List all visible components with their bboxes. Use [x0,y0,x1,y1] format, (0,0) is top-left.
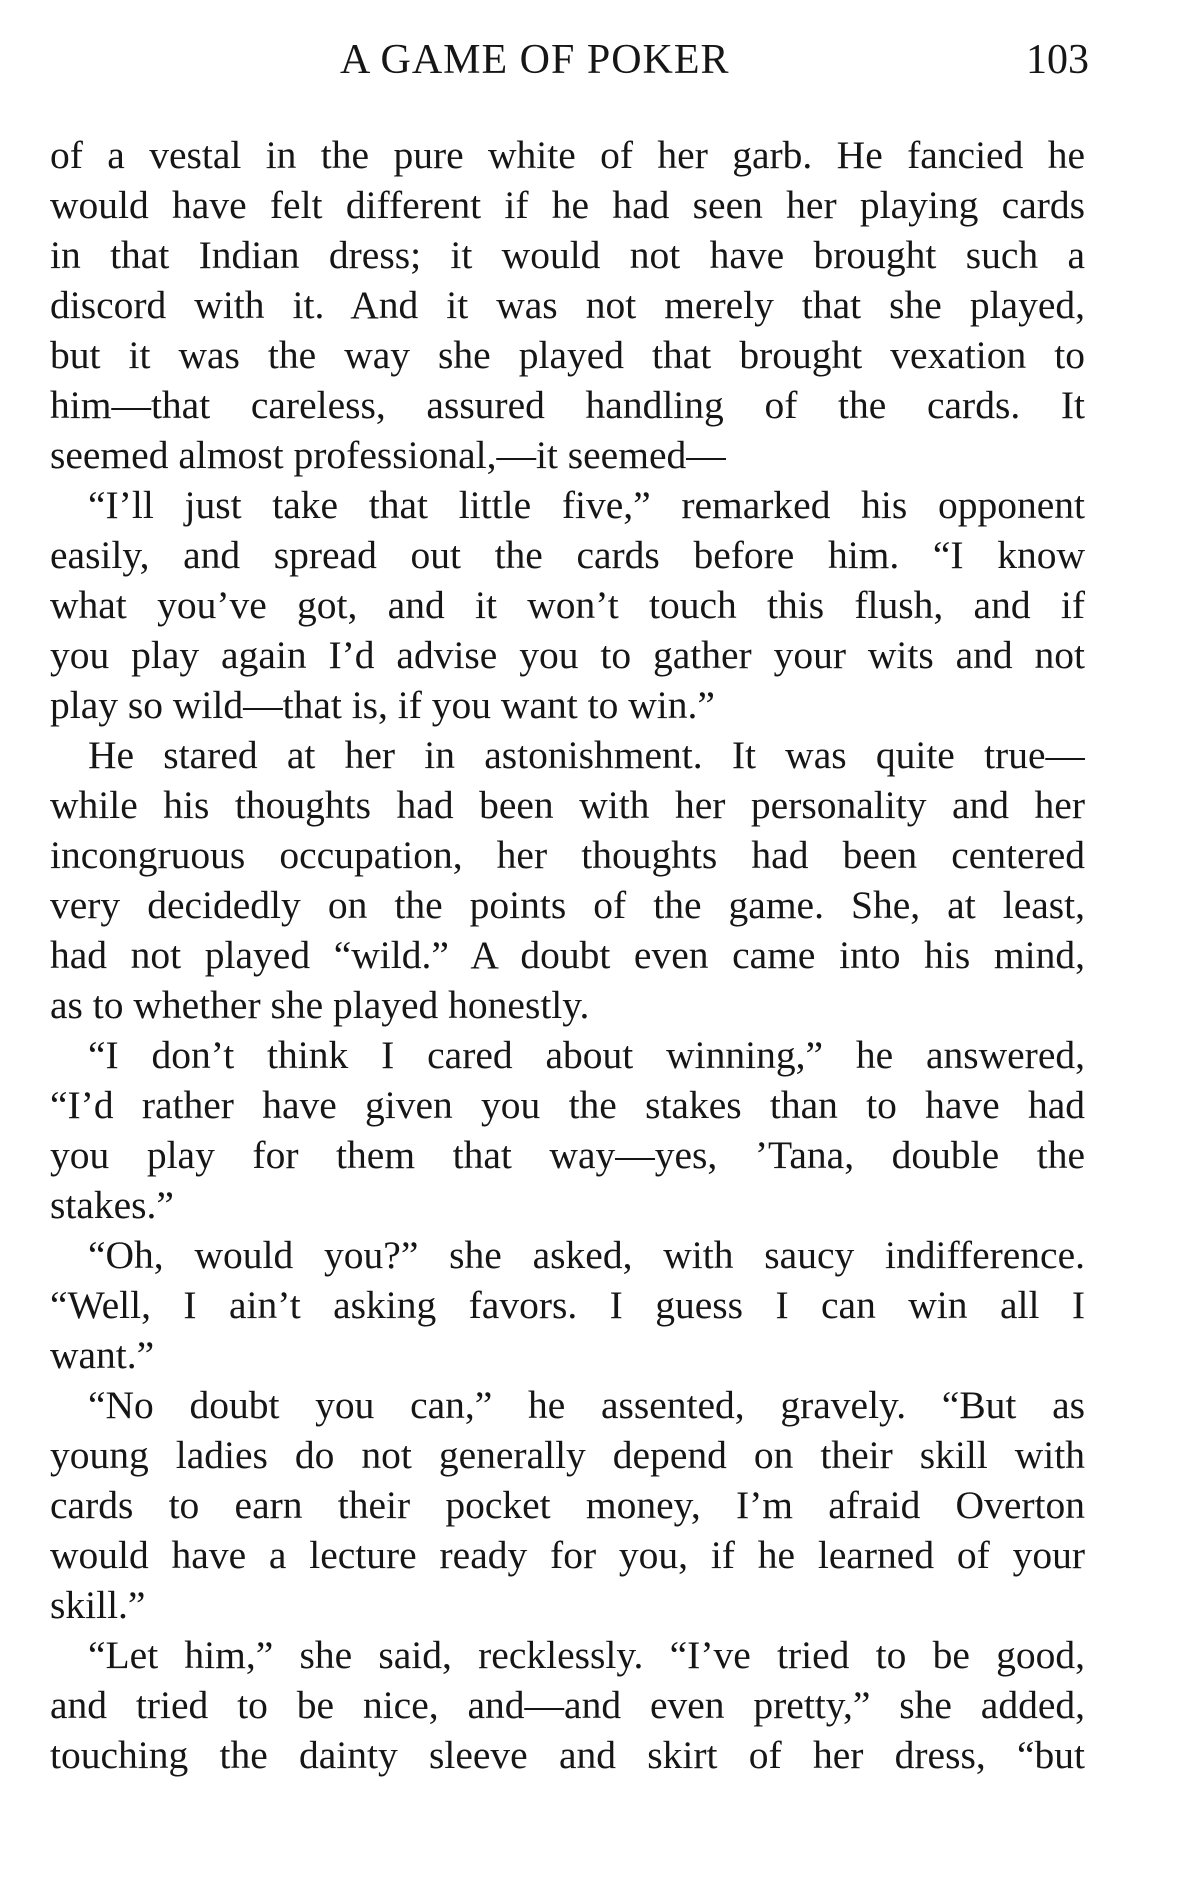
running-title: A GAME OF POKER [340,37,730,83]
text-line: seemed almost professional,—it seemed— [50,433,726,477]
paragraph-first-line: “I’ll just take that little five,” remarked his opponent [88,483,1085,527]
text-line: discord with it. And it was not merely that she played, [50,283,1085,327]
text-line: as to whether she played honestly. [50,983,590,1027]
running-head [0,30,1191,90]
text-line: young ladies do not generally depend on their skill with [50,1433,1085,1477]
text-line: would have a lecture ready for you, if he learned of your [50,1533,1085,1577]
paragraph-first-line: He stared at her in astonishment. It was quite true— [88,733,1085,777]
text-line: in that Indian dress; it would not have brought such a [50,233,1085,277]
text-line: had not played “wild.” A doubt even came into his mind, [50,933,1085,977]
text-line: him—that careless, assured handling of the cards. It [50,383,1085,427]
paragraph-first-line: “No doubt you can,” he assented, gravely. “But as [88,1383,1085,1427]
body-text [50,130,1085,1780]
text-line: skill.” [50,1583,146,1627]
text-line: “I’d rather have given you the stakes than to have had [50,1083,1085,1127]
text-line: play so wild—that is, if you want to win.” [50,683,715,727]
text-line: easily, and spread out the cards before him. “I know [50,533,1085,577]
text-line: and tried to be nice, and—and even pretty,” she added, [50,1683,1085,1727]
text-line: what you’ve got, and it won’t touch this flush, and if [50,583,1085,627]
text-line: incongruous occupation, her thoughts had been centered [50,833,1085,877]
text-line: stakes.” [50,1183,174,1227]
paragraph-first-line: “Let him,” she said, recklessly. “I’ve tried to be good, [88,1633,1085,1677]
text-line: “Well, I ain’t asking favors. I guess I can win all I [50,1283,1085,1327]
text-line: but it was the way she played that brought vexation to [50,333,1085,377]
text-line: you play for them that way—yes, ’Tana, double the [50,1133,1085,1177]
text-line: very decidedly on the points of the game. She, at least, [50,883,1085,927]
page-number: 103 [1026,37,1089,83]
text-line: while his thoughts had been with her personality and her [50,783,1085,827]
text-line: touching the dainty sleeve and skirt of her dress, “but [50,1733,1085,1777]
text-line: would have felt different if he had seen her playing cards [50,183,1085,227]
text-line: want.” [50,1333,155,1377]
text-line: cards to earn their pocket money, I’m afraid Overton [50,1483,1085,1527]
text-line: of a vestal in the pure white of her garb. He fancied he [50,133,1085,177]
text-line: you play again I’d advise you to gather your wits and not [50,633,1085,677]
paragraph-first-line: “I don’t think I cared about winning,” he answered, [88,1033,1085,1077]
paragraph-first-line: “Oh, would you?” she asked, with saucy indifference. [88,1233,1085,1277]
